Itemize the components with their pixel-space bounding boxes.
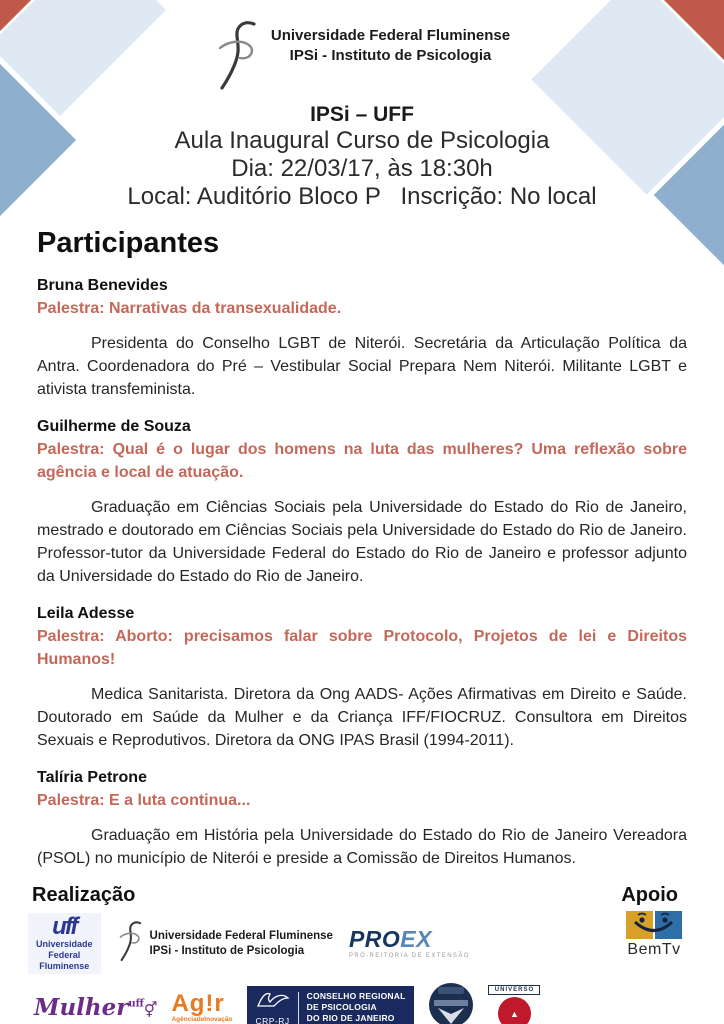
school-emblem-logo (428, 982, 474, 1024)
participant-guilherme-de-souza (37, 416, 687, 588)
crp-divider (298, 992, 299, 1024)
mulher-name: Mulher (34, 994, 129, 1022)
participant-talk: Palestra: Narrativas da transexualidade. (37, 300, 342, 317)
proex-logo (349, 928, 470, 959)
universo-seal-logo (488, 985, 540, 1024)
participant-bio: Graduação em Ciências Sociais pela Universidade do Estado do Rio de Janeiro, mestrado e doutorado em Ciências Sociais pela Universidade do Estado do Rio de Janeiro. Professor-tutor da Universidade Federal do Estado do Rio de Janeiro e professor adjunto da Universidade do Estado do Rio de Janeiro. (37, 499, 687, 585)
uff-line3: Fluminense (39, 960, 90, 971)
participant-name: Talíria Petrone (37, 769, 147, 786)
event-location: Local: Auditório Bloco P Inscrição: No local (127, 183, 597, 210)
header-logo (0, 0, 724, 95)
participant-leila-adesse (37, 603, 687, 752)
crp-line2: DE PSICOLOGIA (306, 1002, 377, 1013)
participant-bio: Medica Sanitarista. Diretora da Ong AADS- Ações Afirmativas em Direito e Saúde. Doutorado em Saúde da Mulher e da Criança IFF/FIOCRUZ. Consultora em Direitos Sexuais e Reprodutivos. Diretora da ONG IPAS Brasil (1994-2011). (37, 686, 687, 749)
event-date: Dia: 22/03/17, às 18:30h (231, 155, 493, 182)
uff-logo (28, 913, 101, 974)
participant-bio: Graduação em História pela Universidade do Estado do Rio de Janeiro Vereadora (PSOL) no município de Niterói e preside a Comissão de Direitos Humanos. (37, 827, 687, 867)
participants-heading: Participantes (37, 227, 220, 259)
bemtv-label: BemTv (627, 941, 681, 958)
agir-name: Ag!r (171, 990, 225, 1018)
gender-symbol-icon: ⚥ (143, 1001, 158, 1020)
agir-subtitle: AgênciadeInovação (171, 1016, 233, 1024)
event-title: IPSi – UFF (310, 103, 414, 126)
crp-rj-logo (247, 986, 415, 1024)
proex-name-accent: EX (400, 926, 432, 953)
participant-name: Bruna Benevides (37, 277, 168, 294)
ipsi-logo (117, 919, 333, 968)
participant-name: Guilherme de Souza (37, 418, 191, 435)
footer (0, 884, 724, 1024)
bemtv-logo (612, 911, 696, 959)
crp-acronym: CRP-RJ (255, 1015, 290, 1024)
crp-line1: CONSELHO REGIONAL (306, 991, 406, 1002)
participant-name: Leila Adesse (37, 605, 135, 622)
participant-talk: Palestra: Aborto: precisamos falar sobre Protocolo, Projetos de lei e Direitos Humanos! (37, 628, 687, 668)
participant-bruna-benevides (37, 275, 687, 401)
proex-name-main: PRO (348, 926, 401, 953)
agir-logo (171, 992, 232, 1024)
header-org-line2: IPSi - Instituto de Psicologia (289, 46, 492, 64)
participant-talk: Palestra: Qual é o lugar dos homens na luta das mulheres? Uma reflexão sobre agência e local de atuação. (37, 441, 687, 481)
mulher-uff-logo (34, 994, 158, 1022)
realization-label: Realização (32, 884, 136, 906)
support-label: Apoio (621, 884, 678, 906)
uff-line1: Universidade (36, 939, 93, 949)
crp-bird-icon (256, 997, 290, 1014)
uff-acronym: uff (52, 913, 77, 940)
participant-bio: Presidenta do Conselho LGBT de Niterói. Secretária da Articulação Política da Antra. Coordenadora do Pré – Vestibular Social Prepara Nem Niterói. Militante LGBT e ativista transfeminista. (37, 335, 687, 398)
uff-line2: Federal (48, 949, 81, 960)
ipsi-line1: Universidade Federal Fluminense (149, 930, 333, 943)
universo-label: UNIVERSO (488, 985, 540, 995)
universo-emblem-icon: ▲ (498, 997, 531, 1024)
event-subtitle: Aula Inaugural Curso de Psicologia (174, 127, 550, 154)
mulher-sup: uff (128, 998, 144, 1010)
ipsi-line2: IPSi - Instituto de Psicologia (149, 944, 305, 957)
ipsi-script-f-icon (214, 20, 266, 95)
smiley-face-icon (626, 911, 682, 944)
crp-line3: DO RIO DE JANEIRO (306, 1013, 395, 1024)
ipsi-script-f-icon (117, 919, 147, 968)
header-org-name (271, 26, 510, 65)
participant-taliria-petrone (37, 767, 687, 870)
header-org-line1: Universidade Federal Fluminense (270, 27, 511, 44)
participant-talk: Palestra: E a luta continua... (37, 792, 251, 809)
proex-subtitle: PRÓ-REITORIA DE EXTENSÃO (348, 953, 470, 960)
